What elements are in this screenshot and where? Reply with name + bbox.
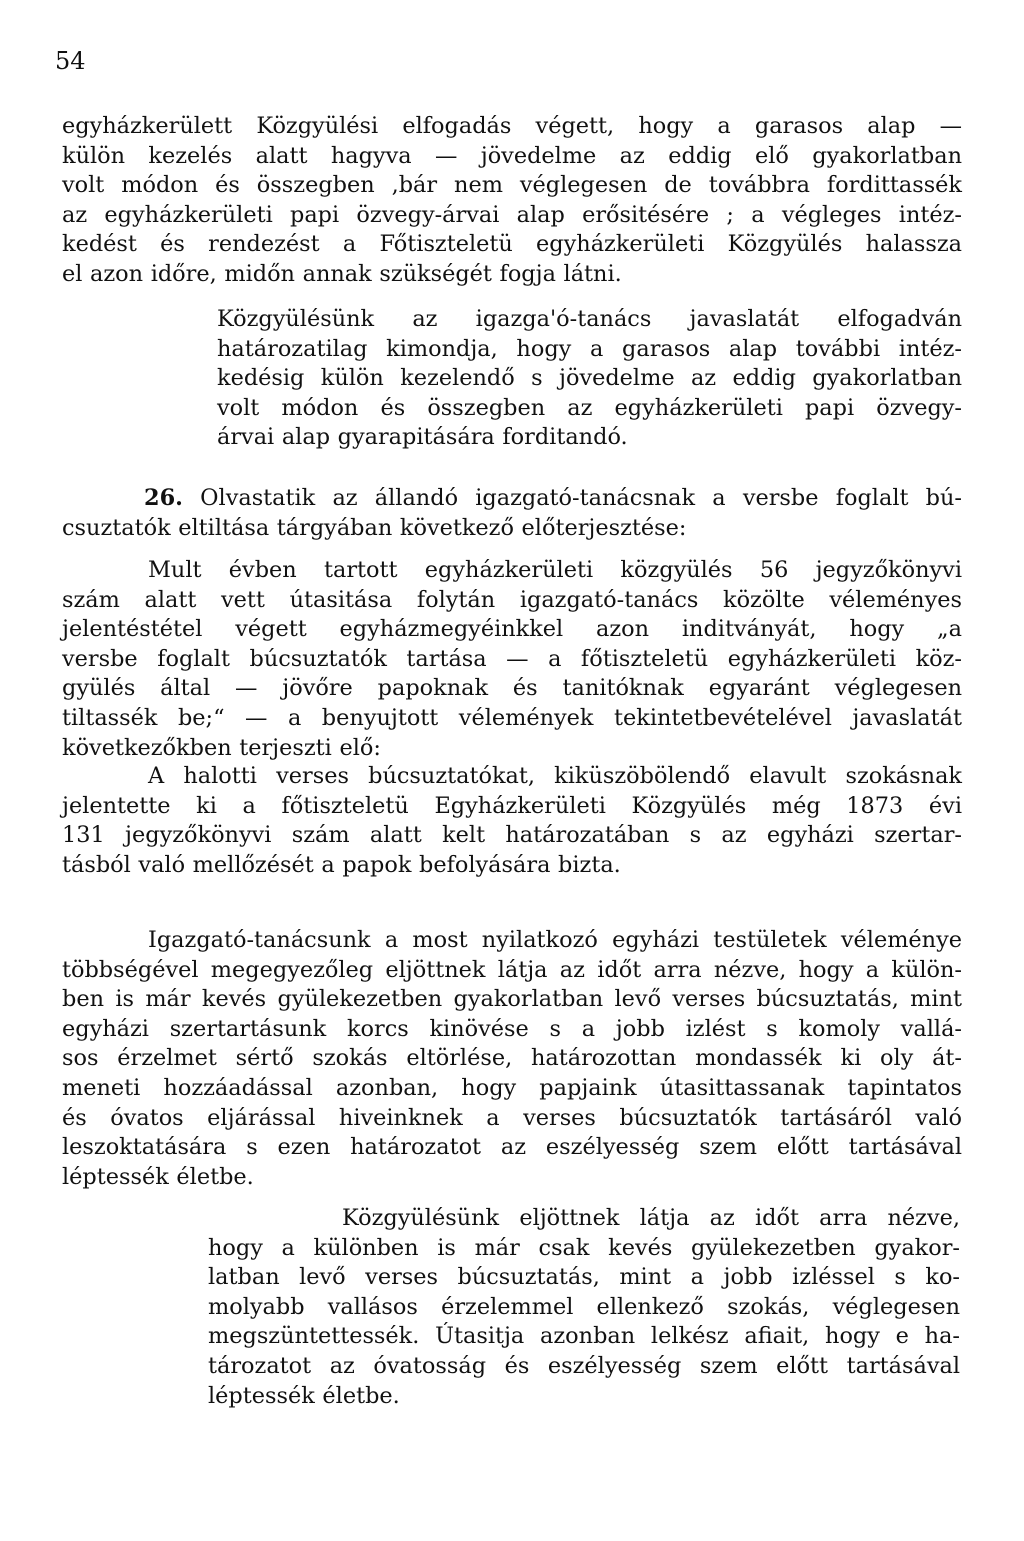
paragraph-7-resolution — [208, 1204, 960, 1411]
text-line: csuztatók eltiltása tárgyában következő előterjesztése: — [62, 514, 687, 541]
text-line-content: Közgyülésünk eljöttnek látja az időt arra nézve, — [342, 1205, 960, 1231]
text-line-content: Mult évben tartott egyházkerületi közgyülés 56 jegyzőkönyvi — [148, 557, 962, 583]
text-line: egyházi szertartásunk korcs kinövése s a jobb izlést s komoly vallá- — [62, 1015, 962, 1042]
text-line: hogy a különben is már csak kevés gyülekezetben gyakor- — [208, 1234, 960, 1261]
paragraph-5 — [62, 762, 962, 880]
text-line: árvai alap gyarapitására forditandó. — [217, 424, 628, 451]
text-line-content: Igazgató-tanácsunk a most nyilatkozó egyházi testületek véleménye — [148, 927, 962, 953]
text-line: ben is már kevés gyülekezetben gyakorlatban levő verses búcsuztatás, mint — [62, 986, 962, 1013]
page-number: 54 — [55, 47, 86, 75]
text-line: tásból való mellőzését a papok befolyására bizta. — [62, 851, 621, 878]
paragraph-2-resolution — [217, 305, 962, 453]
paragraph-4 — [62, 556, 962, 763]
text-line: következőkben terjeszti elő: — [62, 734, 381, 761]
item-number: 26. — [144, 485, 183, 511]
text-line: léptessék életbe. — [62, 1163, 254, 1190]
paragraph-3-item-26 — [62, 484, 962, 543]
text-line: sos érzelmet sértő szokás eltörlése, határozottan mondassék ki oly át- — [62, 1045, 962, 1072]
text-line: az egyházkerületi papi özvegy-árvai alap erősitésére ; a végleges intéz- — [62, 201, 962, 228]
text-line: külön kezelés alatt hagyva — jövedelme az eddig elő gyakorlatban — [62, 142, 962, 169]
text-line: Közgyülésünk az igazga'ó-tanács javaslatát elfogadván — [217, 306, 962, 332]
text-line: leszoktatására s ezen határozatot az eszélyesség szem előtt tartásával — [62, 1134, 962, 1161]
text-line-content: A halotti verses búcsuztatókat, kiküszöbölendő elavult szokásnak — [148, 763, 962, 789]
text-line: és óvatos eljárással hiveinknek a verses búcsuztatók tartásáról való — [62, 1104, 962, 1131]
text-line — [62, 484, 962, 514]
paragraph-6 — [62, 926, 962, 1192]
text-line: jelentette ki a főtiszteletü Egyházkerületi Közgyülés még 1873 évi — [62, 792, 962, 819]
text-line: volt módon és összegben az egyházkerületi papi özvegy- — [217, 394, 962, 421]
text-line: gyülés által — jövőre papoknak és tanitóknak egyaránt véglegesen — [62, 675, 962, 702]
text-line: kedésig külön kezelendő s jövedelme az eddig gyakorlatban — [217, 365, 962, 392]
text-line: jelentéstétel végett egyházmegyéinkkel azon inditványát, hogy „a — [62, 616, 962, 643]
text-line — [62, 762, 962, 792]
text-line: molyabb vallásos érzelemmel ellenkező szokás, véglegesen — [208, 1293, 960, 1320]
text-line: tiltassék be;“ — a benyujtott vélemények tekintetbevételével javaslatát — [62, 704, 962, 731]
text-line — [62, 926, 962, 956]
text-line: kedést és rendezést a Főtiszteletü egyházkerületi Közgyülés halassza — [62, 231, 962, 258]
text-line: latban levő verses búcsuztatás, mint a jobb izléssel s ko- — [208, 1264, 960, 1291]
text-line: 131 jegyzőkönyvi szám alatt kelt határozatában s az egyházi szertar- — [62, 822, 962, 849]
text-line: meneti hozzáadással azonban, hogy papjaink útasittassanak tapintatos — [62, 1074, 962, 1101]
text-line: léptessék életbe. — [208, 1382, 400, 1409]
paragraph-1 — [62, 112, 962, 290]
text-line: tározatot az óvatosság és eszélyesség szem előtt tartásával — [208, 1352, 960, 1379]
text-line: többségével megegyezőleg eljöttnek látja az időt arra nézve, hogy a külön- — [62, 956, 962, 983]
text-line-content: Olvastatik az állandó igazgató-tanácsnak a versbe foglalt bú- — [200, 485, 962, 511]
text-line — [62, 556, 962, 586]
text-line: el azon időre, midőn annak szükségét fogja látni. — [62, 260, 622, 287]
text-line: egyházkerülett Közgyülési elfogadás végett, hogy a garasos alap — — [62, 113, 962, 139]
text-line: volt módon és összegben ,bár nem véglegesen de továbbra fordittassék — [62, 172, 962, 199]
text-line: versbe foglalt búcsuztatók tartása — a főtiszteletü egyházkerületi köz- — [62, 645, 962, 672]
text-line — [208, 1204, 960, 1234]
text-line: szám alatt vett útasitása folytán igazgató-tanács közölte véleményes — [62, 586, 962, 613]
text-line: megszüntettessék. Útasitja azonban lelkész afiait, hogy e ha- — [208, 1323, 960, 1350]
text-line: határozatilag kimondja, hogy a garasos alap további intéz- — [217, 335, 962, 362]
